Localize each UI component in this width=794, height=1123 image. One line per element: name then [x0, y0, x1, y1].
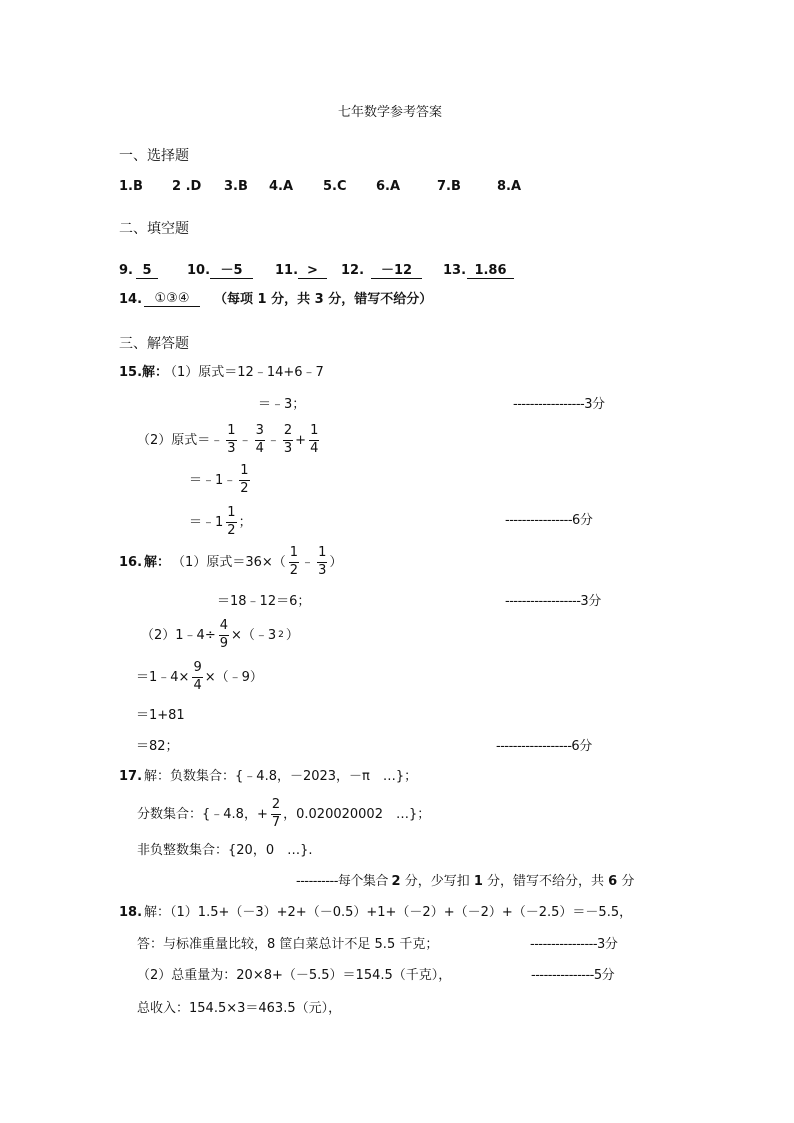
question-label: 18.	[119, 905, 143, 920]
solution-line: （2）总重量为：20×8+（－5.5）＝154.5（千克），	[137, 968, 452, 983]
solution-line: 总收入：154.5×3＝463.5（元），	[137, 1001, 342, 1016]
fraction: $\frac{1}{2}$	[289, 545, 299, 578]
fraction: $\frac{1}{2}$	[227, 505, 236, 538]
fraction: $\frac{1}{2}$	[240, 463, 249, 496]
solution-line: ＝﹣3；	[258, 397, 306, 412]
solution-line: ＝1﹣4× $\frac{9}{4}$ ×（﹣9）	[136, 660, 263, 693]
scoring-note: ----------每个集合 2 分，少写扣 1 分，错写不给分，共 6 分	[296, 874, 635, 889]
fraction: $\frac{9}{4}$	[193, 660, 202, 693]
solution-line: 16. 解： （1）原式＝36×（ $\frac{1}{2}$ ﹣ $\frac{1}{3}$ ）	[119, 545, 343, 578]
solution-line: （2）原式＝﹣ $\frac{1}{3}$ ﹣ $\frac{3}{4}$ ﹣ $\frac{2}{3}$ + $\frac{1}{4}$	[137, 423, 319, 456]
score-marker: ---------------5分	[531, 968, 615, 983]
choice-answer: 4.A	[269, 179, 294, 194]
choice-answer: 1.B	[119, 179, 143, 194]
fill-answer: 1.86	[467, 264, 514, 279]
solution-line: ＝18﹣12＝6；	[217, 594, 311, 609]
fraction: $\frac{2}{7}$	[271, 797, 281, 830]
score-marker: ------------------3分	[505, 594, 601, 609]
fill-number: 9.	[119, 263, 133, 278]
question-label: 15.解：	[119, 365, 169, 380]
solution-line: （2）1﹣4÷ $\frac{4}{9}$ ×（﹣3 2 ）	[141, 618, 299, 651]
fill-answer: >	[298, 264, 327, 279]
fill-number: 12.	[341, 263, 365, 278]
fill-number: 10.	[187, 263, 211, 278]
choice-answer: 7.B	[437, 179, 461, 194]
section-heading-solution: 三、解答题	[119, 336, 189, 352]
section-heading-choice: 一、选择题	[119, 148, 189, 164]
solution-line: ＝82；	[136, 739, 179, 754]
score-marker: ----------------6分	[505, 513, 593, 528]
question-label: 16.	[119, 554, 143, 570]
choice-answer: 3.B	[224, 179, 248, 194]
fraction: $\frac{3}{4}$	[255, 423, 264, 456]
fill-answer: 5	[136, 264, 158, 279]
fill-number: 11.	[275, 263, 299, 278]
fill-answer: ①③④	[144, 292, 200, 307]
fraction: $\frac{1}{4}$	[310, 423, 319, 456]
fraction: $\frac{1}{3}$	[318, 545, 327, 578]
score-marker: ----------------3分	[530, 937, 618, 952]
solution-line: 17. 解：负数集合：{﹣4.8，－2023，－π …}；	[119, 769, 418, 784]
solution-line: ＝﹣1 $\frac{1}{2}$ ；	[189, 505, 252, 538]
question-label: 17.	[119, 769, 143, 784]
score-marker: -----------------3分	[513, 397, 605, 412]
fill-number: 13.	[443, 263, 467, 278]
score-marker: ------------------6分	[496, 739, 592, 754]
solution-line: （1）原式＝12﹣14+6﹣7	[164, 365, 324, 380]
fraction: $\frac{2}{3}$	[283, 423, 293, 456]
fill-answer: －5	[210, 264, 253, 279]
choice-answer: 8.A	[497, 179, 522, 194]
solution-line: ＝1+81	[136, 708, 185, 723]
solution-line: 答：与标准重量比较，8 筐白菜总计不足 5.5 千克；	[137, 937, 439, 952]
fraction: $\frac{1}{3}$	[227, 423, 236, 456]
solution-line: ＝﹣1﹣ $\frac{1}{2}$	[189, 463, 249, 496]
expr-text: （2）原式＝﹣	[137, 432, 224, 448]
fill-number: 14.	[119, 292, 143, 307]
solution-line: 18. 解：（1）1.5+（－3）+2+（－0.5）+1+（－2）+（－2）+（－2.5）＝－5.5，	[119, 905, 633, 920]
fill-answer: －12	[371, 264, 422, 279]
choice-answer: 6.A	[376, 179, 401, 194]
page-title: 七年数学参考答案	[338, 105, 443, 120]
scoring-note: （每项 1 分，共 3 分，错写不给分）	[214, 292, 433, 307]
solution-line: 非负整数集合：{20，0 …}.	[137, 843, 313, 858]
fraction: $\frac{4}{9}$	[219, 618, 228, 651]
choice-answer: 2 .D	[172, 179, 202, 194]
choice-answer: 5.C	[323, 179, 347, 194]
solution-line: 分数集合：{﹣4.8，+ $\frac{2}{7}$ ，0.020020002 …}；	[137, 797, 431, 830]
section-heading-fill: 二、填空题	[119, 221, 189, 237]
